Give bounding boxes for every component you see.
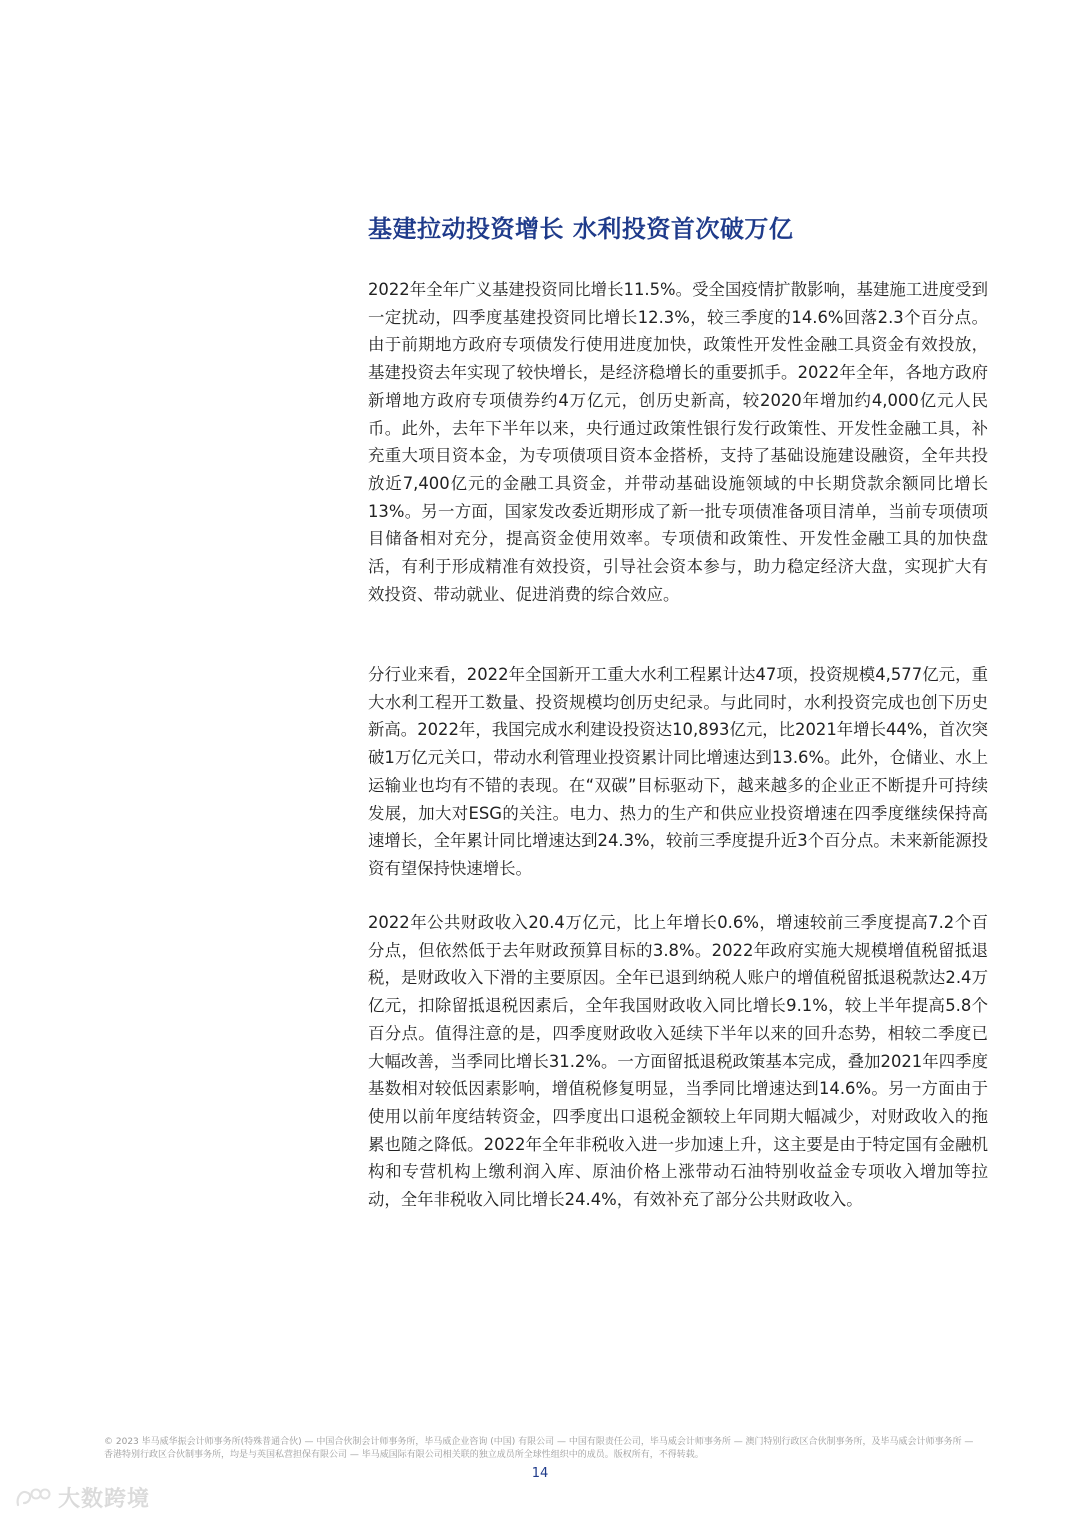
footer-copyright: © 2023 毕马威华振会计师事务所(特殊普通合伙) — 中国合伙制会计师事务所，毕马威企业咨询 (中国) 有限公司 — 中国有限责任公司，毕马威会计师事务所 — 澳门特别行政区合伙制事务所，及毕马威会计师事务所 — 香港特别行政区合伙制事务所，均是与英国私营担保有限公司 — 毕马威国际有限公司相关联的独立成员所全球性组织中的成员。版权所有，不得转载。 — [104, 1437, 974, 1460]
watermark-logo-icon — [14, 1485, 52, 1511]
section-heading: 基建拉动投资增长 水利投资首次破万亿 — [368, 215, 794, 243]
page-number: 14 — [531, 1466, 549, 1481]
body-paragraph-1: 2022年全年广义基建投资同比增长11.5%。受全国疫情扩散影响，基建施工进度受到一定扰动，四季度基建投资同比增长12.3%，较三季度的14.6%回落2.3个百分点。由于前期地方政府专项债发行使用进度加快，政策性开发性金融工具资金有效投放，基建投资去年实现了较快增长，是经济稳增长的重要抓手。2022年全年，各地方政府新增地方政府专项债券约4万亿元，创历史新高，较2020年增加约4,000亿元人民币。此外，去年下半年以来，央行通过政策性银行发行政策性、开发性金融工具，补充重大项目资本金，为专项债项目资本金搭桥，支持了基础设施建设融资，全年共投放近7,400亿元的金融工具资金，并带动基础设施领域的中长期贷款余额同比增长13%。另一方面，国家发改委近期形成了新一批专项债准备项目清单，当前专项债项目储备相对充分，提高资金使用效率。专项债和政策性、开发性金融工具的加快盘活，有利于形成精准有效投资，引导社会资本参与，助力稳定经济大盘，实现扩大有效投资、带动就业、促进消费的综合效应。 — [368, 280, 988, 604]
watermark — [14, 1482, 150, 1513]
watermark-text: 大数跨境 — [58, 1487, 151, 1512]
body-paragraph-2: 分行业来看，2022年全国新开工重大水利工程累计达47项，投资规模4,577亿元，重大水利工程开工数量、投资规模均创历史纪录。与此同时，水利投资完成也创下历史新高。2022年，我国完成水利建设投资达10,893亿元，比2021年增长44%，首次突破1万亿元关口，带动水利管理业投资累计同比增速达到13.6%。此外，仓储业、水上运输业也均有不错的表现。在“双碳”目标驱动下，越来越多的企业正不断提升可持续发展，加大对ESG的关注。电力、热力的生产和供应业投资增速在四季度继续保持高速增长，全年累计同比增速达到24.3%，较前三季度提升近3个百分点。未来新能源投资有望保持快速增长。 — [368, 665, 988, 878]
body-paragraph-3: 2022年公共财政收入20.4万亿元，比上年增长0.6%，增速较前三季度提高7.2个百分点，但依然低于去年财政预算目标的3.8%。2022年政府实施大规模增值税留抵退税，是财政收入下滑的主要原因。全年已退到纳税人账户的增值税留抵退税款达2.4万亿元，扣除留抵退税因素后，全年我国财政收入同比增长9.1%，较上半年提高5.8个百分点。值得注意的是，四季度财政收入延续下半年以来的回升态势，相较二季度已大幅改善，当季同比增长31.2%。一方面留抵退税政策基本完成，叠加2021年四季度基数相对较低因素影响，增值税修复明显，当季同比增速达到14.6%。另一方面由于使用以前年度结转资金，四季度出口退税金额较上年同期大幅减少，对财政收入的拖累也随之降低。2022年全年非税收入进一步加速上升，这主要是由于特定国有金融机构和专营机构上缴利润入库、原油价格上涨带动石油特别收益金专项收入增加等拉动，全年非税收入同比增长24.4%，有效补充了部分公共财政收入。 — [368, 913, 988, 1210]
